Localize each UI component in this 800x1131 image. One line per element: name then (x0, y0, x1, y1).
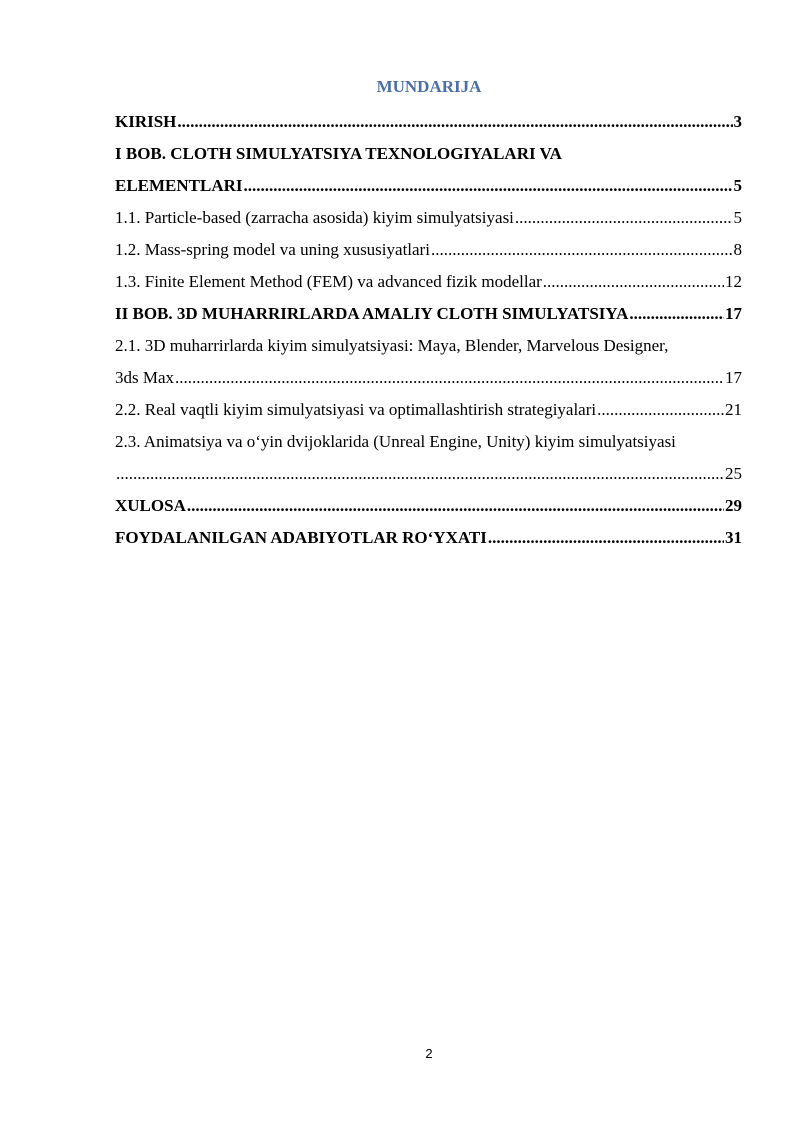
toc-entry-title: KIRISH (115, 112, 177, 131)
toc-entry-page: 31 (725, 528, 742, 547)
toc-entry-title: FOYDALANILGAN ADABIYOTLAR RO‘YXATI (115, 528, 487, 547)
toc-entry-page: 29 (725, 496, 742, 515)
toc-entry-2-3-line1[interactable] (115, 428, 742, 460)
toc-entry-2-1-line1[interactable] (115, 332, 742, 364)
toc-entry-page: 5 (733, 176, 742, 195)
toc-entry-kirish[interactable] (115, 108, 742, 140)
toc-entry-page: 21 (725, 400, 742, 419)
toc-entry-page: 12 (725, 272, 742, 291)
toc-dot-leader (597, 396, 724, 424)
toc-entry-title: XULOSA (115, 496, 186, 515)
toc-entry-title-line1: 2.3. Animatsiya va o‘yin dvijoklarida (Unreal Engine, Unity) kiyim simulyatsiyasi (115, 432, 676, 451)
toc-dot-leader (187, 492, 724, 520)
toc-dot-leader (177, 108, 732, 136)
toc-entry-page: 8 (733, 240, 742, 259)
toc-entry-title-line1: 2.1. 3D muharrirlarda kiyim simulyatsiyasi: Maya, Blender, Marvelous Designer, (115, 336, 669, 355)
toc-dot-leader (543, 268, 724, 296)
toc-entry-title: 2.2. Real vaqtli kiyim simulyatsiyasi va optimallashtirish strategiyalari (115, 400, 597, 419)
toc-entry-1-1[interactable] (115, 204, 742, 236)
toc-entry-page: 5 (733, 208, 742, 227)
toc-title: MUNDARIJA (376, 77, 482, 96)
table-of-contents (115, 108, 742, 556)
toc-entry-title: ELEMENTLARI (115, 176, 243, 195)
toc-entry-chapter2[interactable] (115, 300, 742, 332)
toc-entry-page: 3 (733, 112, 742, 131)
toc-entry-page: 25 (725, 464, 742, 483)
toc-entry-xulosa[interactable] (115, 492, 742, 524)
toc-entry-title: 1.1. Particle-based (zarracha asosida) kiyim simulyatsiyasi (115, 208, 514, 227)
toc-entry-page: 17 (725, 304, 742, 323)
toc-entry-2-3[interactable] (115, 460, 742, 492)
toc-dot-leader (629, 300, 724, 328)
toc-entry-1-3[interactable] (115, 268, 742, 300)
toc-entry-title: 3ds Max (115, 368, 175, 387)
toc-entry-title-line1: I BOB. CLOTH SIMULYATSIYA TEXNOLOGIYALARI VA (115, 144, 562, 163)
toc-entry-title: 1.3. Finite Element Method (FEM) va advanced fizik modellar (115, 272, 542, 291)
toc-dot-leader (431, 236, 733, 264)
toc-entry-title: II BOB. 3D MUHARRIRLARDA AMALIY CLOTH SIMULYATSIYA (115, 304, 629, 323)
toc-dot-leader (488, 524, 724, 552)
toc-entry-2-2[interactable] (115, 396, 742, 428)
toc-dot-leader (116, 460, 724, 488)
toc-entry-title: 1.2. Mass-spring model va uning xususiyatlari (115, 240, 430, 259)
toc-entry-chapter1-line1[interactable] (115, 140, 742, 172)
toc-entry-page: 17 (725, 368, 742, 387)
toc-entry-chapter1[interactable] (115, 172, 742, 204)
page-number: 2 (425, 1046, 433, 1061)
toc-entry-2-1[interactable] (115, 364, 742, 396)
toc-dot-leader (515, 204, 733, 232)
toc-dot-leader (175, 364, 724, 392)
toc-entry-references[interactable] (115, 524, 742, 556)
toc-dot-leader (244, 172, 733, 200)
toc-entry-1-2[interactable] (115, 236, 742, 268)
